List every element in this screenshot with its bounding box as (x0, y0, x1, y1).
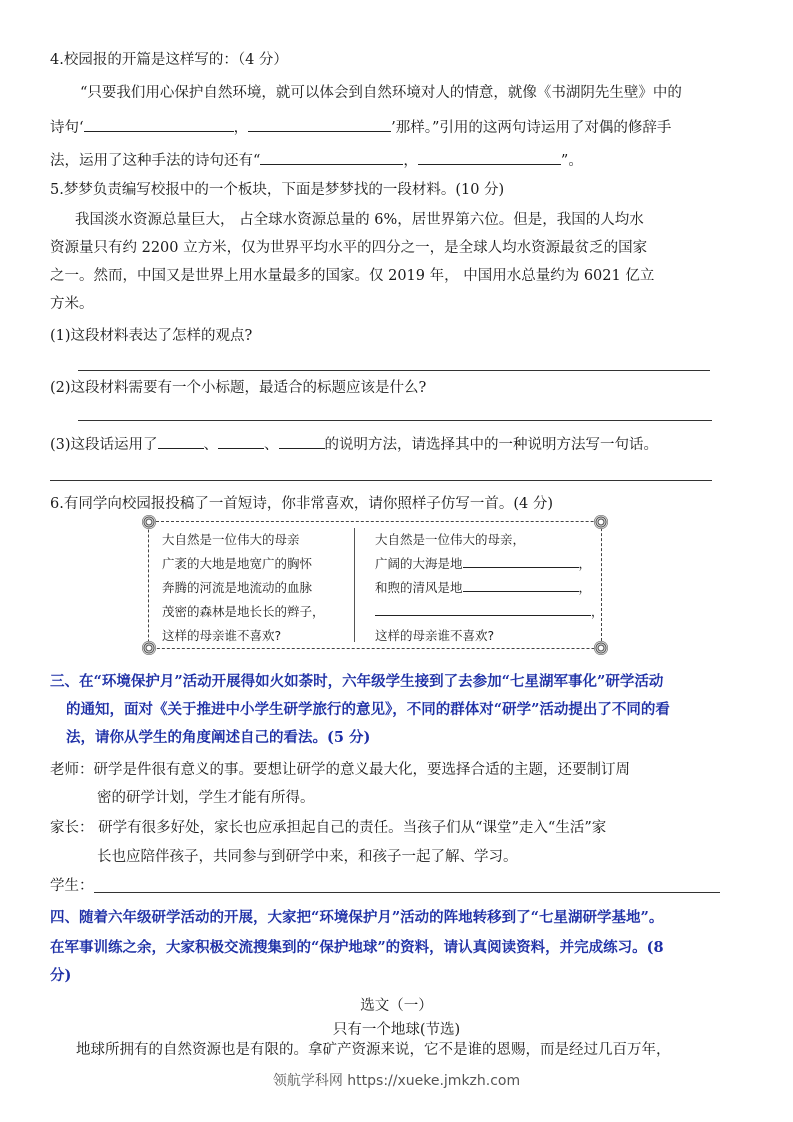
q5-sub3-a: (3)这段话运用了 (50, 437, 158, 453)
reading-title: 只有一个地球(节选) (332, 1022, 461, 1038)
footer-watermark: 领航学科网 https://xueke.jmkzh.com (272, 1073, 521, 1089)
q6-title: 6.有同学向校园报投稿了一首短诗，你非常喜欢，请你照样子仿写一首。(4 分) (50, 496, 553, 512)
q4-line3-b: ， (403, 153, 418, 169)
corner-ornament-icon (142, 641, 156, 655)
q4-line3 (50, 150, 583, 171)
q4-blank-1[interactable] (84, 117, 234, 132)
q5-sub2: (2)这段材料需要有一个小标题，最适合的标题应该是什么? (50, 380, 427, 396)
reading-label: 选文（一） (360, 998, 433, 1014)
poem-left-line-3: 奔腾的河流是地流动的血脉 (162, 580, 313, 595)
poem-blank-2[interactable] (463, 579, 579, 592)
q5-blank-3[interactable] (279, 434, 325, 449)
sec3-line-1: 三、在“环境保护月”活动开展得如火如荼时，六年级学生接到了去参加“七星湖军事化”研学活动 (50, 673, 664, 690)
teacher-line-2: 密的研学计划，学生才能有所得。 (97, 790, 315, 806)
poem-left-line-2: 广袤的大地是地宽广的胸怀 (162, 556, 313, 571)
poem-right-line-4 (375, 602, 604, 620)
corner-ornament-icon (142, 515, 156, 529)
poem-right-line-2-text: 广阔的大海是地 (375, 556, 463, 571)
q4-line1: “只要我们用心保护自然环境，就可以体会到自然环境对人的情意，就像《书湖阴先生壁》中的 (80, 85, 682, 101)
sec4-line-2: 在军事训练之余，大家积极交流搜集到的“保护地球”的资料，请认真阅读资料，并完成练习。(8 (50, 939, 664, 956)
q5-sub3-b: 的说明方法，请选择其中的一种说明方法写一句话。 (324, 437, 659, 453)
q5-blank-2[interactable] (218, 434, 264, 449)
poem-comma-2: ， (578, 580, 592, 595)
sec3-line-3: 法，请你从学生的角度阐述自己的看法。(5 分) (66, 729, 371, 746)
q4-blank-4[interactable] (418, 150, 561, 165)
poem-right-line-5: 这样的母亲谁不喜欢? (375, 628, 495, 643)
parent-line-1: 家长： 研学有很多好处，家长也应承担起自己的责任。当孩子们从“课堂”走入“生活”家 (50, 820, 607, 836)
poem-right-line-1: 大自然是一位伟大的母亲， (375, 532, 526, 547)
q5-sep-1: 、 (203, 437, 219, 453)
sec4-line-3: 分) (50, 967, 72, 984)
q4-line2-b: ， (233, 120, 249, 136)
corner-ornament-icon (594, 641, 608, 655)
q5-answer-line-3[interactable] (50, 480, 712, 481)
reading-line-1: 地球所拥有的自然资源也是有限的。拿矿产资源来说，它不是谁的恩赐，而是经过几百万年， (76, 1042, 671, 1058)
q5-material-2: 资源量只有约 2200 立方米，仅为世界平均水平的四分之一，是全球人均水资源最贫乏的国家 (50, 240, 648, 256)
q5-sep-2: 、 (264, 437, 279, 453)
q4-line3-c: ”。 (560, 153, 583, 169)
poem-comma-1: ， (578, 556, 592, 571)
q5-answer-line-2[interactable] (78, 420, 712, 421)
q5-sub3 (50, 434, 658, 455)
poem-box (148, 521, 602, 649)
q5-material-4: 方米。 (50, 296, 94, 312)
q4-blank-3[interactable] (260, 150, 403, 165)
poem-right-line-3 (375, 578, 591, 596)
poem-comma-3: ， (591, 604, 604, 619)
poem-left-line-1: 大自然是一位伟大的母亲 (162, 532, 300, 547)
poem-left-line-5: 这样的母亲谁不喜欢? (162, 628, 282, 643)
student-label: 学生： (50, 878, 94, 894)
poem-divider (354, 528, 355, 642)
poem-blank-1[interactable] (463, 555, 579, 568)
q5-title: 5.梦梦负责编写校报中的一个板块，下面是梦梦找的一段材料。(10 分) (50, 182, 505, 198)
student-answer-line[interactable] (94, 892, 720, 893)
parent-line-2: 长也应陪伴孩子，共同参与到研学中来，和孩子一起了解、学习。 (97, 849, 518, 865)
q5-material-3: 之一。然而，中国又是世界上用水量最多的国家。仅 2019 年， 中国用水总量约为 6021 亿立 (50, 268, 655, 284)
q4-line2-a: 诗句‘ (50, 120, 84, 136)
poem-right-line-3-text: 和煦的清风是地 (375, 580, 463, 595)
q4-line2-c: ’那样。”引用的这两句诗运用了对偶的修辞手 (391, 120, 672, 136)
q4-line2 (50, 117, 671, 138)
q4-line3-a: 法，运用了这种手法的诗句还有“ (50, 153, 261, 169)
teacher-line-1: 老师：研学是件很有意义的事。要想让研学的意义最大化，要选择合适的主题，还要制订周 (50, 762, 630, 778)
poem-right-line-2 (375, 554, 591, 572)
sec4-line-1: 四、随着六年级研学活动的开展，大家把“环境保护月”活动的阵地转移到了“七星湖研学基地”。 (50, 909, 664, 926)
q4-blank-2[interactable] (248, 117, 391, 132)
poem-left-line-4: 茂密的森林是地长长的辫子， (162, 604, 325, 619)
q5-answer-line-1[interactable] (78, 370, 710, 371)
q5-blank-1[interactable] (158, 434, 204, 449)
q4-title: 4.校园报的开篇是这样写的：（4 分） (50, 52, 288, 68)
sec3-line-2: 的通知，面对《关于推进中小学生研学旅行的意见》，不同的群体对“研学”活动提出了不同的看 (66, 701, 670, 718)
corner-ornament-icon (594, 515, 608, 529)
q5-sub1: (1)这段材料表达了怎样的观点? (50, 328, 253, 344)
q5-material-1: 我国淡水资源总量巨大， 占全球水资源总量的 6%，居世界第六位。但是，我国的人均水 (75, 212, 644, 228)
poem-blank-3[interactable] (375, 603, 591, 616)
